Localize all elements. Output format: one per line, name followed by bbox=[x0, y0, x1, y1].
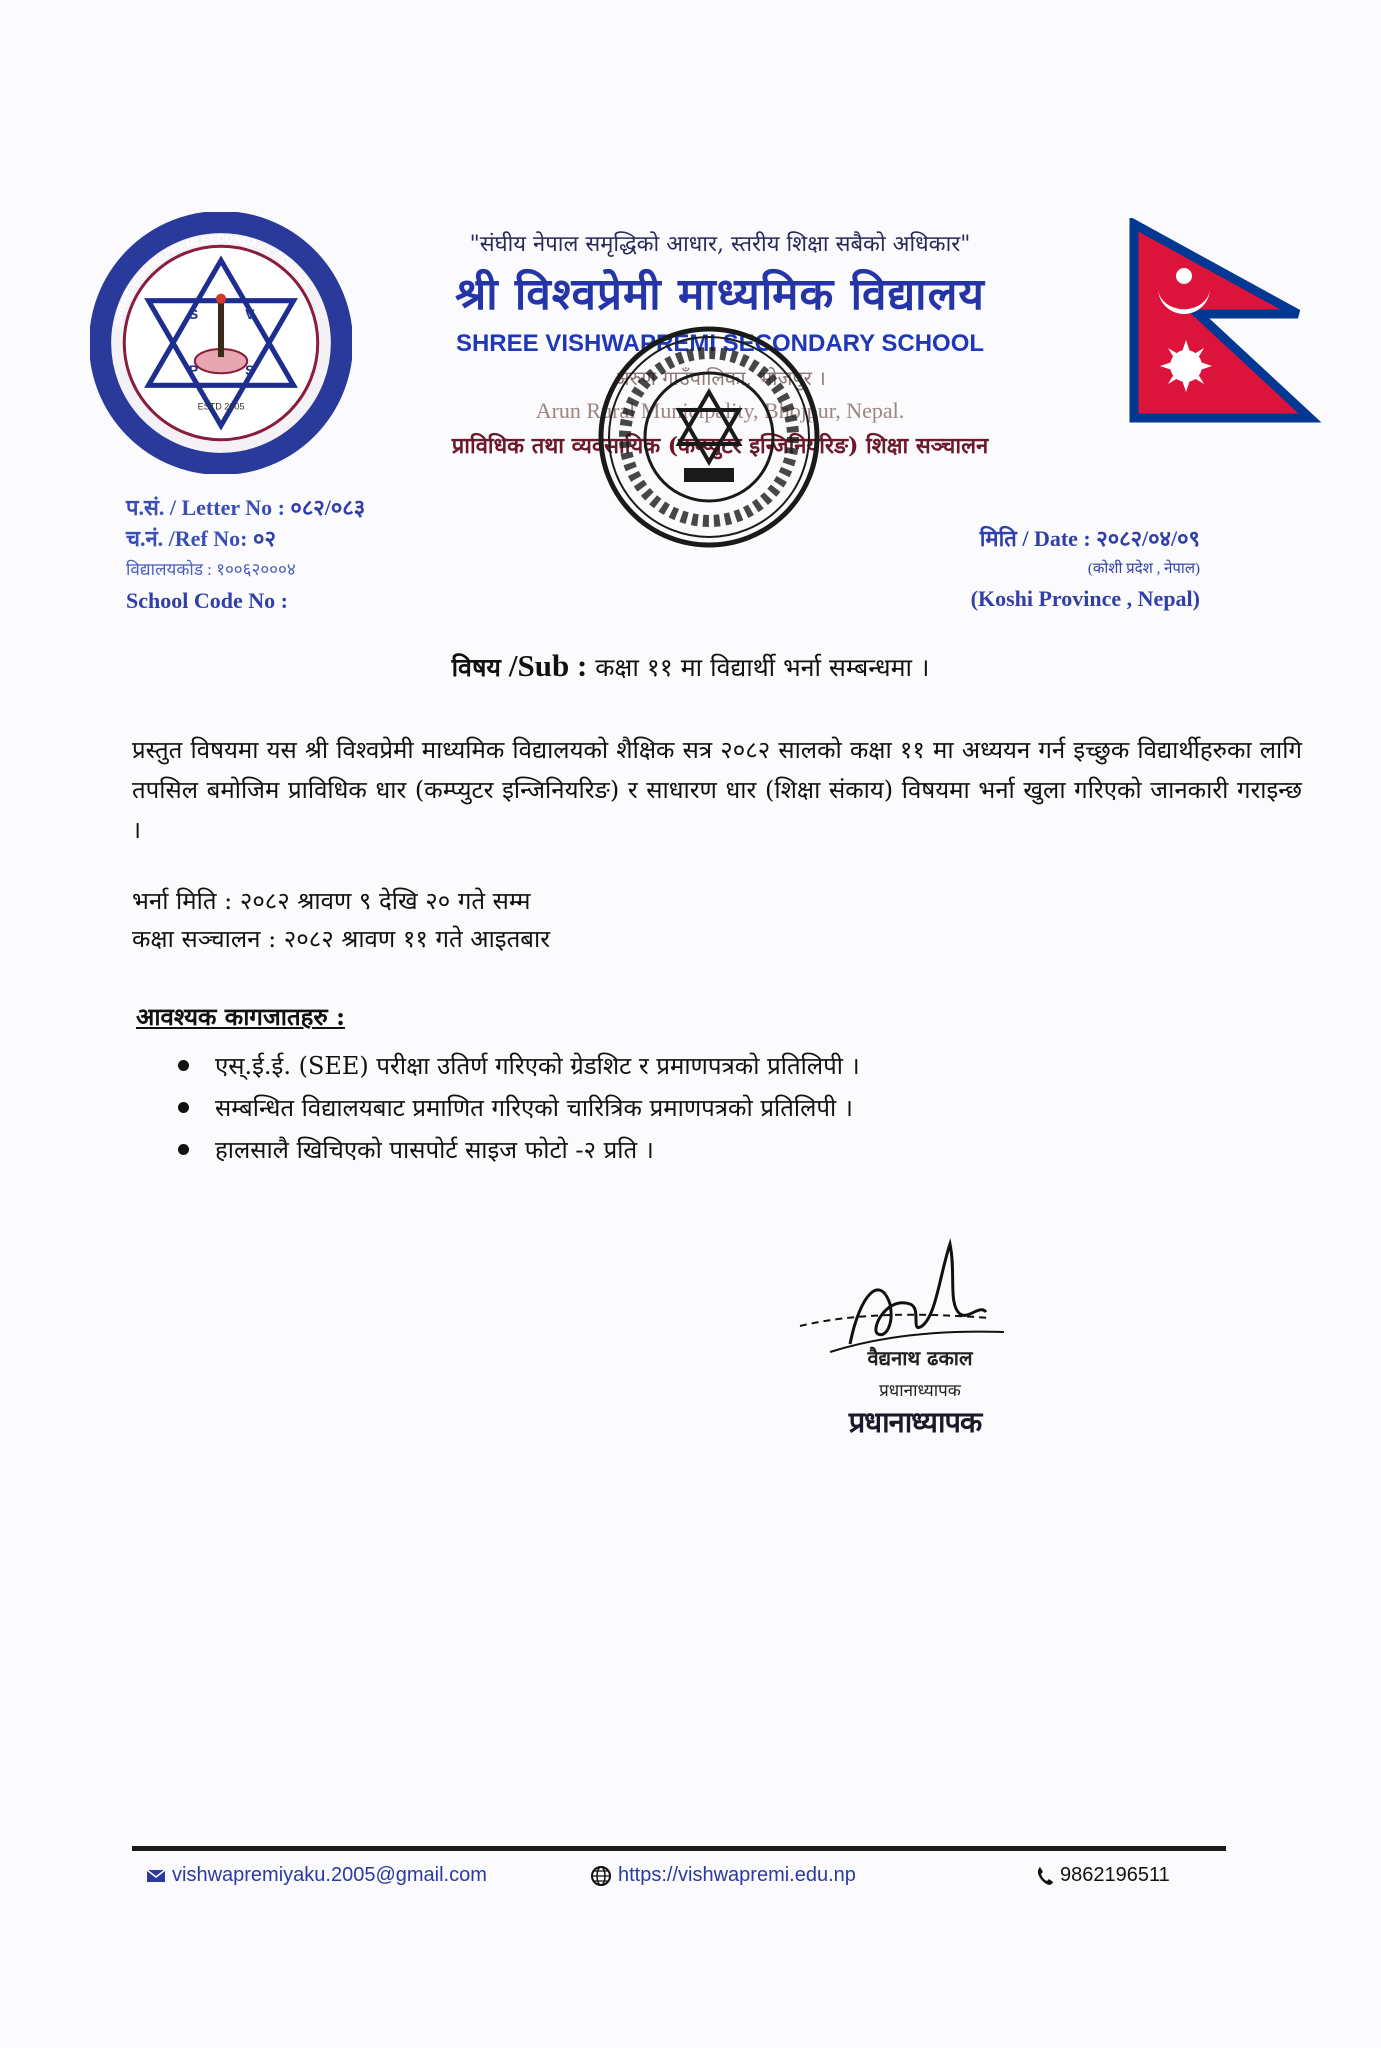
list-item bbox=[178, 1086, 860, 1128]
requirements-title: आवश्यक कागजातहरु : bbox=[136, 1002, 345, 1031]
school-logo bbox=[90, 212, 352, 474]
class-start-date: कक्षा सञ्चालन : २०८२ श्रावण ११ गते आइतबार bbox=[132, 925, 551, 953]
requirements-list bbox=[178, 1044, 860, 1170]
list-item-text: हालसालै खिचिएको पासपोर्ट साइज फोटो -२ प्रति । bbox=[215, 1135, 654, 1164]
bullet-icon bbox=[178, 1102, 189, 1113]
letter-meta-left bbox=[126, 492, 365, 616]
footer-phone[interactable] bbox=[1036, 1864, 1170, 1887]
body-paragraph: प्रस्तुत विषयमा यस श्री विश्वप्रेमी माध्यमिक विद्यालयको शैक्षिक सत्र २०८२ सालको कक्षा ११ मा अध्ययन गर्न इच्छुक विद्यार्थीहरुका लागि तपसिल बमोजिम प्राविधिक धार (कम्प्युटर इन्जिनियरिङ) र साधारण धार (शिक्षा संकाय) विषयमा भर्ना खुला गरिएको जानकारी गराइन्छ । bbox=[132, 736, 1302, 844]
footer-website[interactable] bbox=[590, 1864, 856, 1887]
address-nepali: अरुण गाउँपालिका, भोजपुर । bbox=[614, 366, 826, 390]
ref-no-label: च.नं. /Ref No: bbox=[126, 526, 248, 551]
logo-letter: P bbox=[188, 362, 199, 379]
letter-no-value: ०८२/०८३ bbox=[290, 495, 366, 520]
subject-text: कक्षा ११ मा विद्यार्थी भर्ना सम्बन्धमा । bbox=[595, 653, 930, 682]
logo-ring-text: SHREE VISHWAPREMI SECONDARY SCHOOL bbox=[112, 233, 314, 328]
list-item-text: एस्.ई.ई. (SEE) परीक्षा उतिर्ण गरिएको ग्रेडशिट र प्रमाणपत्रको प्रतिलिपी । bbox=[215, 1051, 860, 1080]
province-english: (Koshi Province , Nepal) bbox=[970, 586, 1200, 611]
stream-line: प्राविधिक तथा व्यवसायिक (कम्प्युटर इन्जिनियरिङ) शिक्षा सञ्चालन bbox=[451, 433, 989, 459]
school-name-nepali: श्री विश्वप्रेमी माध्यमिक विद्यालय bbox=[455, 269, 985, 320]
logo-letter: V bbox=[245, 305, 255, 322]
province-nepali: (कोशी प्रदेश , नेपाल) bbox=[1087, 561, 1200, 577]
ref-no-value: ०२ bbox=[253, 526, 276, 551]
list-item bbox=[178, 1128, 860, 1170]
footer-divider bbox=[132, 1846, 1226, 1851]
address-english: Arun Rural Municipality, Bhojpur, Nepal. bbox=[535, 398, 905, 423]
date-label: मिति / Date : bbox=[979, 526, 1091, 551]
signatory-name: वैद्यनाथ ढकाल bbox=[867, 1346, 973, 1370]
date-value: २०८२/०४/०९ bbox=[1096, 526, 1200, 551]
footer-email[interactable] bbox=[146, 1864, 487, 1887]
subject-line bbox=[0, 648, 1381, 684]
principal-stamp: प्रधानाध्यापक bbox=[848, 1405, 982, 1439]
logo-letter: S bbox=[188, 305, 199, 322]
school-code-english: School Code No : bbox=[126, 588, 288, 613]
admission-date: भर्ना मिति : २०८२ श्रावण ९ देखि २० गते सम्म bbox=[132, 887, 531, 915]
logo-estd: ESTD 2005 bbox=[197, 401, 245, 412]
nepal-flag-icon bbox=[1128, 218, 1328, 428]
signatory-title: प्रधानाध्यापक bbox=[879, 1381, 961, 1401]
schedule-block bbox=[132, 882, 550, 958]
letter-meta-right bbox=[860, 524, 1200, 614]
list-item bbox=[178, 1044, 860, 1086]
website-text: https://vishwapremi.edu.np bbox=[618, 1864, 856, 1886]
globe-icon bbox=[590, 1865, 612, 1887]
logo-letter: S bbox=[245, 362, 255, 379]
email-text: vishwapremiyaku.2005@gmail.com bbox=[172, 1864, 487, 1886]
school-motto: "संघीय नेपाल समृद्धिको आधार, स्तरीय शिक्षा सबैको अधिकार" bbox=[469, 232, 971, 257]
school-seal-stamp bbox=[594, 322, 824, 552]
subject-label-english: /Sub : bbox=[508, 648, 588, 683]
phone-text: 9862196511 bbox=[1060, 1864, 1170, 1886]
phone-icon bbox=[1036, 1866, 1054, 1886]
list-item-text: सम्बन्धित विद्यालयबाट प्रमाणित गरिएको चारित्रिक प्रमाणपत्रको प्रतिलिपी । bbox=[215, 1093, 853, 1122]
school-code-nepali: विद्यालयकोड : १००६२०००४ bbox=[126, 560, 296, 579]
school-name-english: SHREE VISHWAPREMI SECONDARY SCHOOL bbox=[455, 330, 985, 357]
email-icon bbox=[146, 1869, 166, 1883]
bullet-icon bbox=[178, 1144, 189, 1155]
bullet-icon bbox=[178, 1060, 189, 1071]
letter-no-label: प.सं. / Letter No : bbox=[126, 495, 285, 520]
subject-label-nepali: विषय bbox=[451, 653, 501, 682]
